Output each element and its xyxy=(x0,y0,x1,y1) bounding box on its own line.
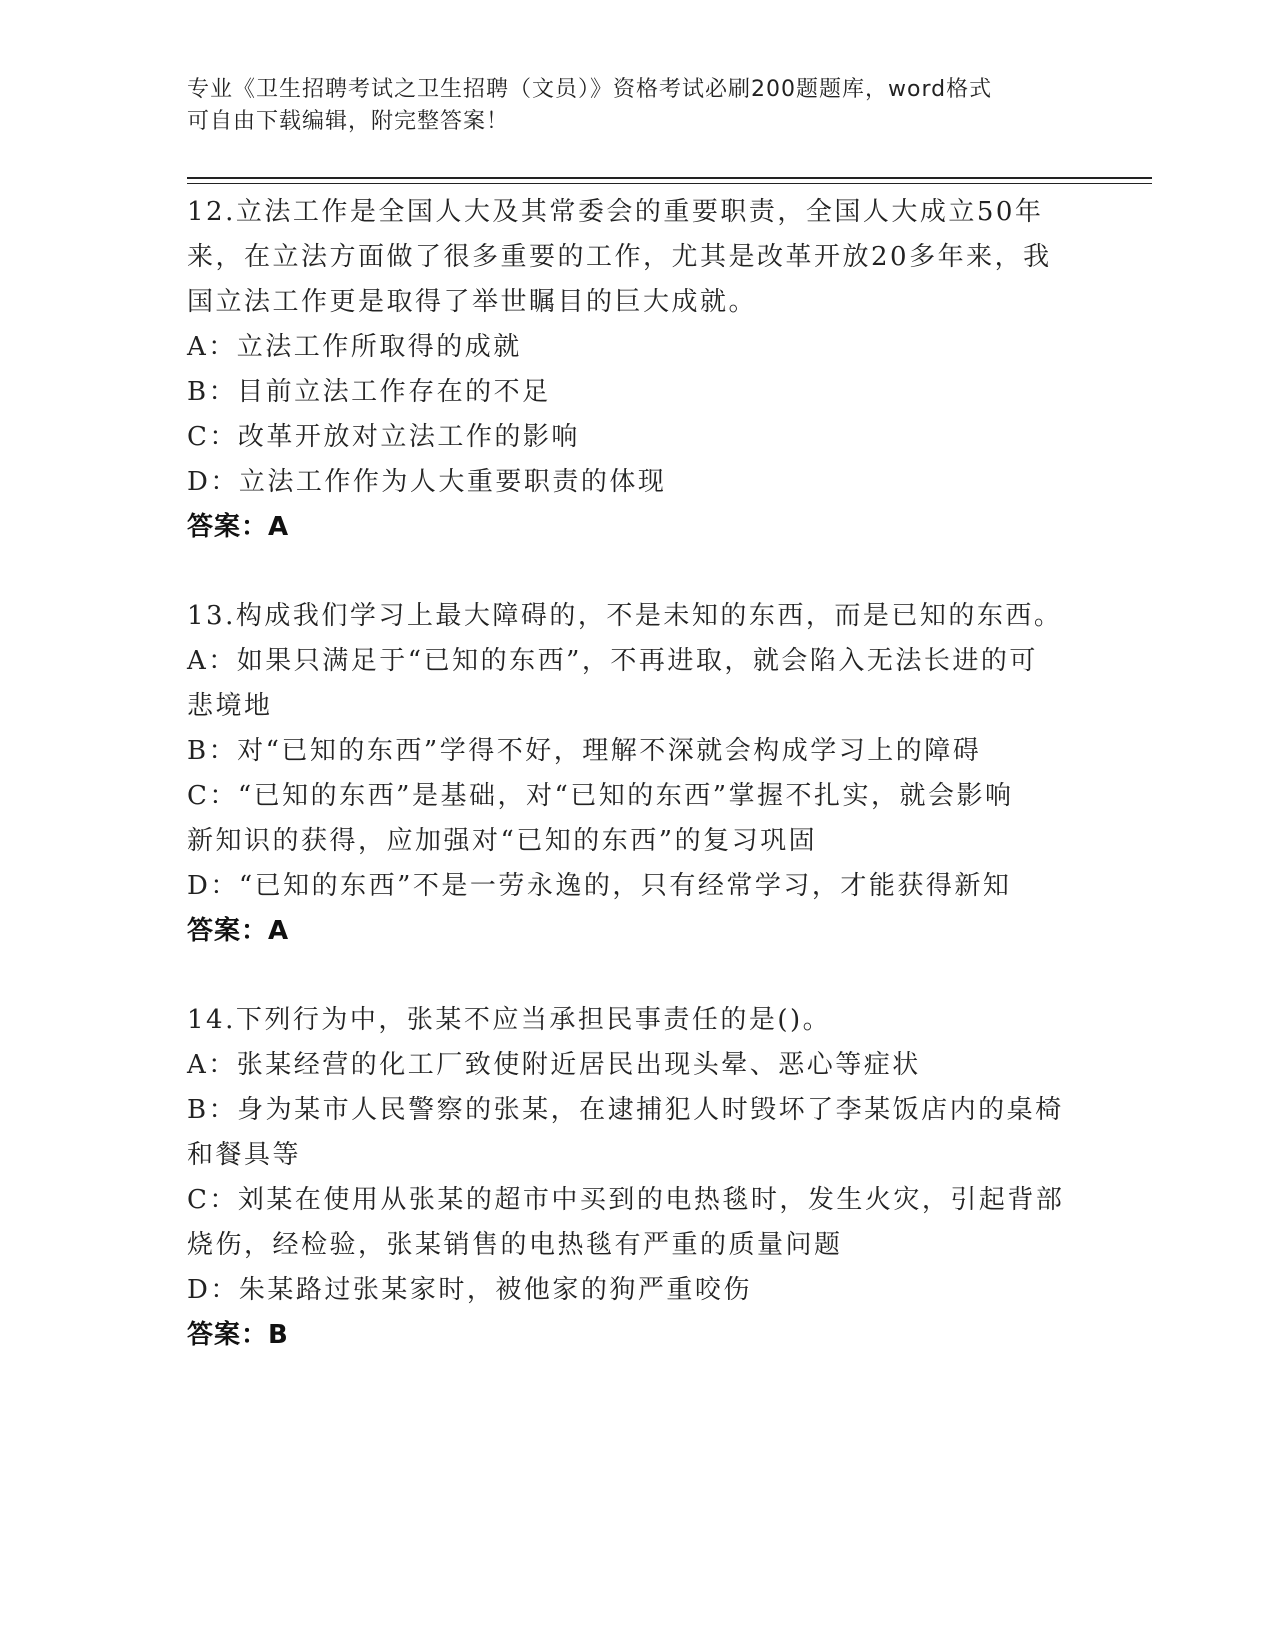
option-c: C：改革开放对立法工作的影响 xyxy=(187,422,580,452)
header-divider-thick xyxy=(187,177,1152,179)
header-divider-thin xyxy=(187,183,1152,184)
option-c-continued: 新知识的获得，应加强对“已知的东西”的复习巩固 xyxy=(187,826,818,856)
option-d: D：朱某路过张某家时，被他家的狗严重咬伤 xyxy=(187,1275,752,1305)
option-d: D：“已知的东西”不是一劳永逸的，只有经常学习，才能获得新知 xyxy=(187,871,1012,901)
answer-line: 答案：B xyxy=(187,1320,289,1350)
question-list xyxy=(187,190,1087,1402)
option-b: B：身为某市人民警察的张某，在逮捕犯人时毁坏了李某饭店内的桌椅 xyxy=(187,1095,1064,1125)
option-d: D：立法工作作为人大重要职责的体现 xyxy=(187,467,667,497)
option-b: B：对“已知的东西”学得不好，理解不深就会构成学习上的障碍 xyxy=(187,736,982,766)
question-stem-line: 14.下列行为中，张某不应当承担民事责任的是()。 xyxy=(187,1005,832,1035)
question-13 xyxy=(187,594,1087,954)
option-b: B：目前立法工作存在的不足 xyxy=(187,377,551,407)
option-a: A：张某经营的化工厂致使附近居民出现头晕、恶心等症状 xyxy=(187,1050,921,1080)
question-stem-line: 国立法工作更是取得了举世瞩目的巨大成就。 xyxy=(187,287,758,317)
question-stem-line: 12.立法工作是全国人大及其常委会的重要职责，全国人大成立50年 xyxy=(187,197,1044,227)
question-stem-line: 13.构成我们学习上最大障碍的，不是未知的东西，而是已知的东西。 xyxy=(187,601,1063,631)
question-stem-line: 来，在立法方面做了很多重要的工作，尤其是改革开放20多年来，我 xyxy=(187,242,1052,272)
answer-line: 答案：A xyxy=(187,916,290,946)
option-a-continued: 悲境地 xyxy=(187,691,273,721)
option-c: C：“已知的东西”是基础，对“已知的东西”掌握不扎实，就会影响 xyxy=(187,781,1014,811)
answer-line: 答案：A xyxy=(187,512,290,542)
option-a: A：立法工作所取得的成就 xyxy=(187,332,522,362)
option-a: A：如果只满足于“已知的东西”，不再进取，就会陷入无法长进的可 xyxy=(187,646,1038,676)
document-header xyxy=(187,74,1087,138)
header-line-1: 专业《卫生招聘考试之卫生招聘（文员）》资格考试必刷200题题库，word格式 xyxy=(187,77,993,102)
question-14 xyxy=(187,998,1087,1358)
header-line-2: 可自由下载编辑，附完整答案！ xyxy=(187,109,510,134)
option-c-continued: 烧伤，经检验，张某销售的电热毯有严重的质量问题 xyxy=(187,1230,843,1260)
question-12 xyxy=(187,190,1087,550)
option-c: C：刘某在使用从张某的超市中买到的电热毯时，发生火灾，引起背部 xyxy=(187,1185,1065,1215)
option-b-continued: 和餐具等 xyxy=(187,1140,302,1170)
